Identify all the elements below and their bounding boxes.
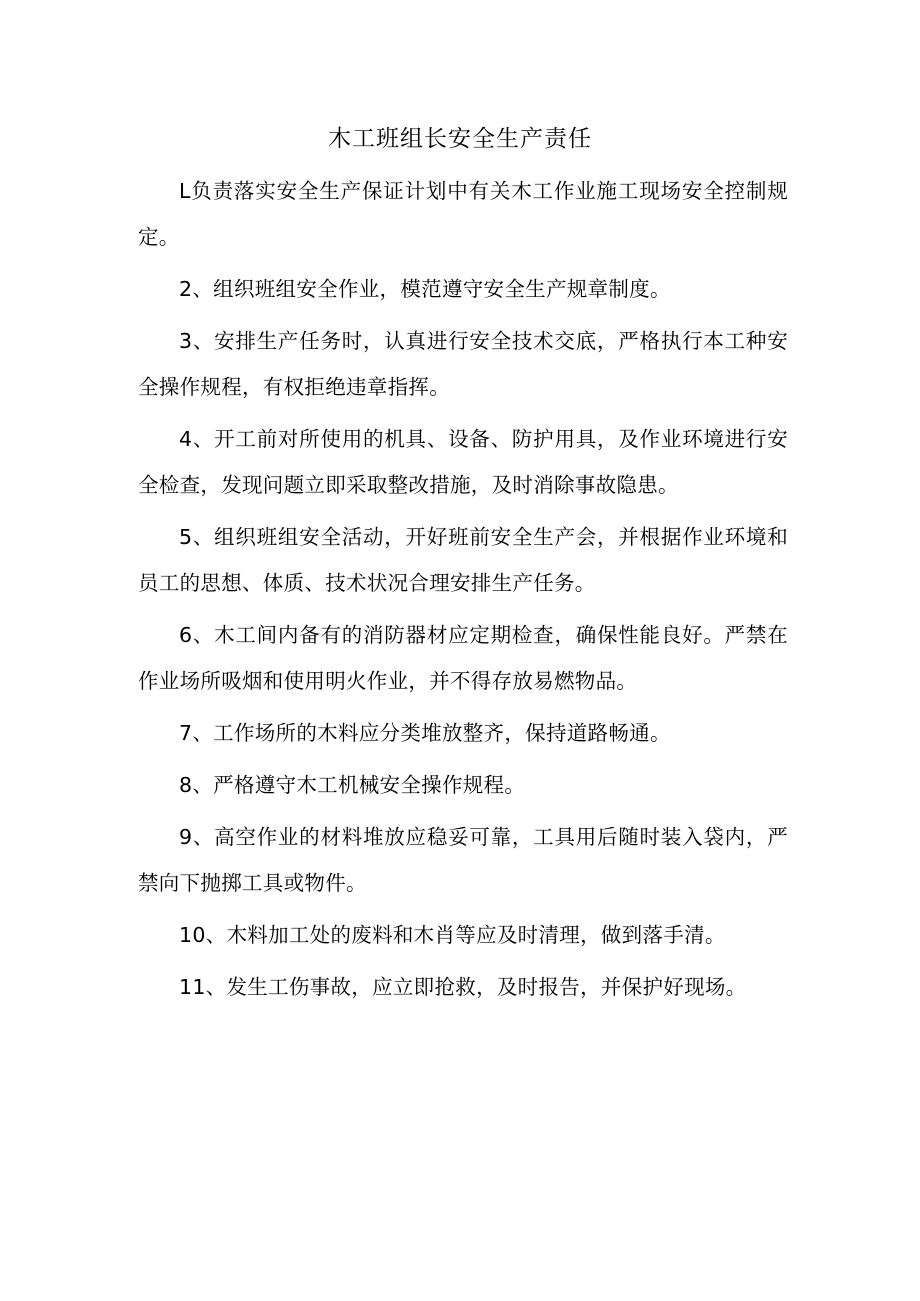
paragraph-10: 10、木料加工处的废料和木肖等应及时清理，做到落手清。 [179, 923, 726, 947]
paragraph-5: 5、组织班组安全活动，开好班前安全生产会，并根据作业环境和员工的思想、体质、技术状况合理安排生产任务。 [138, 525, 788, 595]
paragraph-6: 6、木工间内备有的消防器材应定期检查，确保性能良好。严禁在作业场所吸烟和使用明火作业，并不得存放易燃物品。 [138, 623, 788, 693]
paragraph-8: 8、严格遵守木工机械安全操作规程。 [179, 773, 526, 797]
paragraph-1: L负责落实安全生产保证计划中有关木工作业施工现场安全控制规定。 [138, 179, 788, 249]
paragraph-7: 7、工作场所的木料应分类堆放整齐，保持道路畅通。 [179, 721, 671, 745]
paragraph-3: 3、安排生产任务时，认真进行安全技术交底，严格执行本工种安全操作规程，有权拒绝违章指挥。 [138, 329, 788, 399]
document-title: 木工班组长安全生产责任 [328, 126, 592, 152]
paragraph-11: 11、发生工伤事故，应立即抢救，及时报告，并保护好现场。 [179, 975, 747, 999]
paragraph-9: 9、高空作业的材料堆放应稳妥可靠，工具用后随时装入袋内，严禁向下抛掷工具或物件。 [138, 825, 788, 895]
document-body [138, 168, 788, 1016]
paragraph-4: 4、开工前对所使用的机具、设备、防护用具，及作业环境进行安全检查，发现问题立即采取整改措施，及时消除事故隐患。 [138, 427, 788, 497]
paragraph-2: 2、组织班组安全作业，模范遵守安全生产规章制度。 [179, 277, 671, 301]
